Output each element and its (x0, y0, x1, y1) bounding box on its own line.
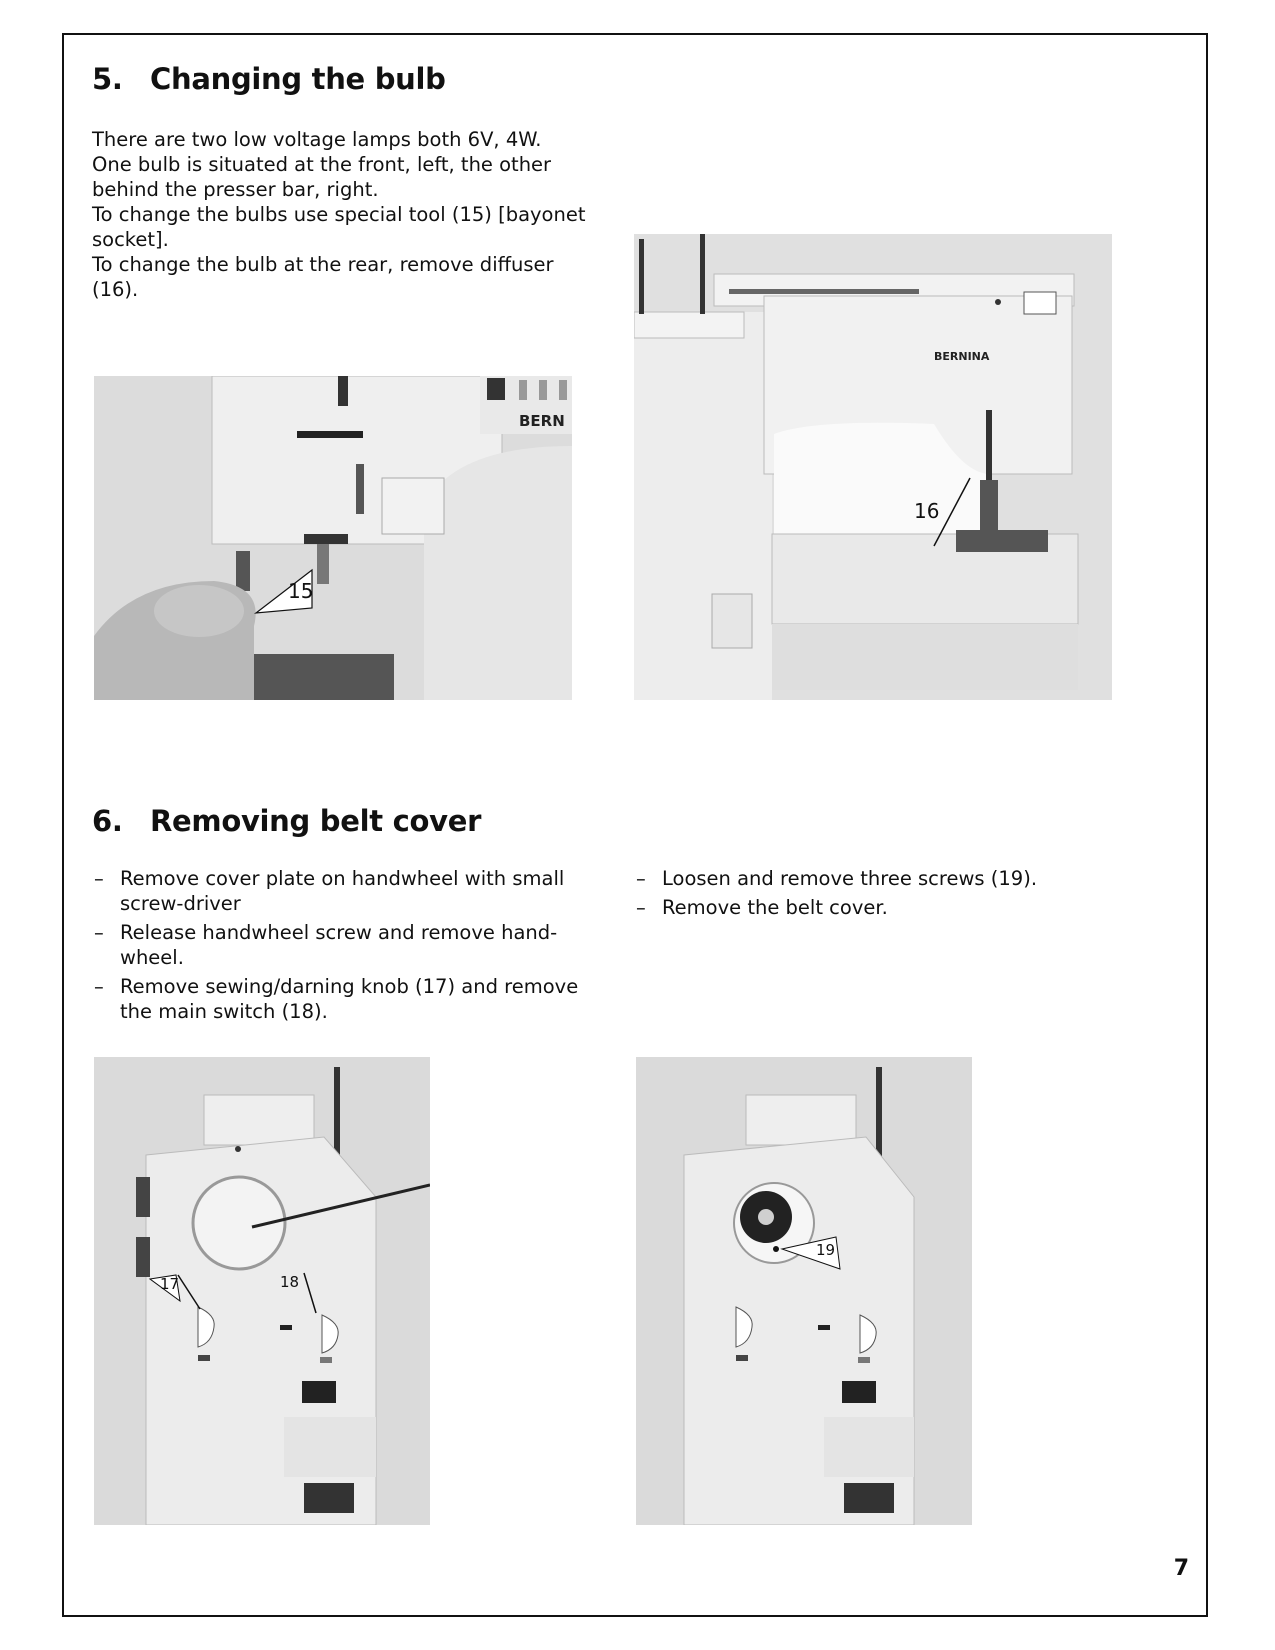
callout-15: 15 (288, 579, 314, 603)
section-5-text (92, 127, 592, 302)
photo-front-bulb (94, 376, 572, 700)
section-6-number: 6. (92, 804, 123, 838)
list-item: – Remove sewing/darning knob (17) and remove the main switch (18). (92, 974, 582, 1024)
photo-rear-bulb-illustration (634, 234, 1112, 700)
callout-19: 19 (816, 1241, 836, 1259)
section-5-heading (92, 62, 446, 96)
section-5-title: Changing the bulb (150, 62, 446, 96)
callout-16: 16 (914, 499, 940, 523)
photo-front-brand-text: BERN (519, 412, 565, 430)
list-item: – Release handwheel screw and remove hand-wheel. (92, 920, 582, 970)
photo-belt-cover-screws (636, 1057, 972, 1525)
photo-rear-bulb (634, 234, 1112, 700)
section-6-steps-right (634, 866, 1104, 924)
list-item: – Loosen and remove three screws (19). (634, 866, 1104, 891)
photo-screws-illustration (636, 1057, 972, 1525)
section-5-paragraph: To change the bulbs use special tool (15) [bayonet socket]. (92, 203, 586, 251)
section-5-paragraph: To change the bulb at the rear, remove diffuser (16). (92, 253, 554, 301)
callout-18: 18 (280, 1273, 300, 1291)
photo-handwheel-side (94, 1057, 430, 1525)
list-item: – Remove cover plate on handwheel with small screw-driver (92, 866, 582, 916)
callout-17: 17 (160, 1275, 180, 1293)
section-6-heading (92, 804, 481, 838)
photo-handwheel-illustration (94, 1057, 430, 1525)
photo-rear-brand-text: BERNINA (934, 350, 990, 363)
section-6-title: Removing belt cover (150, 804, 482, 838)
page-number: 7 (1173, 1556, 1189, 1581)
list-item: – Remove the belt cover. (634, 895, 1104, 920)
section-5-paragraph: There are two low voltage lamps both 6V, 4W. (92, 128, 542, 151)
section-5-paragraph: One bulb is situated at the front, left, the other behind the presser bar, right. (92, 153, 552, 201)
photo-front-bulb-illustration (94, 376, 572, 700)
section-6-steps-left (92, 866, 582, 1028)
section-5-number: 5. (92, 62, 123, 96)
